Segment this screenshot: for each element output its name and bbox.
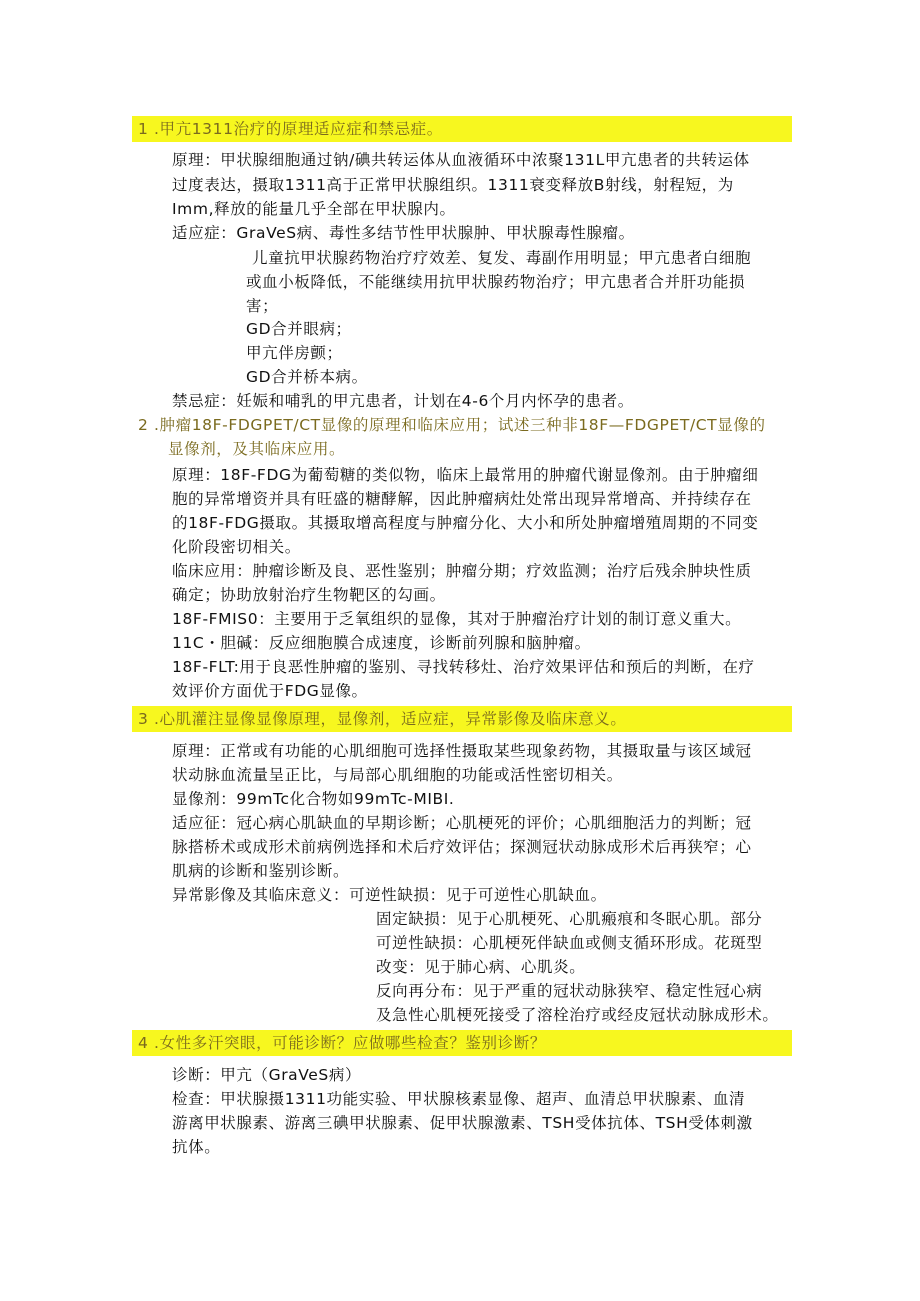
q4-line: 检查：甲状腺摄1311功能实验、甲状腺核素显像、超声、血清总甲状腺素、血清: [172, 1090, 746, 1108]
q4-line: 游离甲状腺素、游离三碘甲状腺素、促甲状腺激素、TSH受体抗体、TSH受体刺激: [172, 1114, 753, 1132]
q1-line: Imm,释放的能量几乎全部在甲状腺内。: [172, 200, 456, 218]
q1-line: 过度表达，摄取1311高于正常甲状腺组织。1311衰变释放B射线，射程短，为: [172, 176, 734, 194]
q1-line: 或血小板降低，不能继续用抗甲状腺药物治疗；甲亢患者合并肝功能损: [246, 273, 746, 291]
q2-title-line1: 2 .肿瘤18F-FDGPET/CT显像的原理和临床应用；试述三种非18F—FDGPET/CT显像的: [138, 416, 766, 434]
q1-line: 原理：甲状腺细胞通过钠/碘共转运体从血液循环中浓聚131L甲亢患者的共转运体: [172, 151, 750, 169]
q4-line: 抗体。: [172, 1138, 221, 1156]
q1-line: 适应症：GraVeS病、毒性多结节性甲状腺肿、甲状腺毒性腺瘤。: [172, 224, 635, 242]
q3-line: 及急性心肌梗死接受了溶栓治疗或经皮冠状动脉成形术。: [376, 1006, 779, 1024]
q4-line: 诊断：甲亢（GraVeS病）: [172, 1066, 362, 1084]
q2-line: 的18F-FDG摄取。其摄取增高程度与肿瘤分化、大小和所处肿瘤增殖周期的不同变: [172, 514, 759, 532]
q3-line: 显像剂：99mTc化合物如99mTc-MIBI.: [172, 790, 455, 808]
q2-line: 确定；协助放射治疗生物靶区的勾画。: [172, 586, 446, 604]
q2-line: 胞的异常增资并具有旺盛的糖酵解，因此肿瘤病灶处常出现异常增高、并持续存在: [172, 490, 752, 508]
q2-line: 11C・胆碱：反应细胞膜合成速度，诊断前列腺和脑肿瘤。: [172, 634, 591, 652]
q1-line: 害；: [246, 297, 279, 315]
q3-line: 原理：正常或有功能的心肌细胞可选择性摄取某些现象药物，其摄取量与该区域冠: [172, 742, 752, 760]
q3-line: 固定缺损：见于心肌梗死、心肌瘢痕和冬眠心肌。部分: [376, 910, 763, 928]
q1-line: 甲亢伴房颤；: [246, 344, 343, 362]
q1-line: 禁忌症：妊娠和哺乳的甲亢患者，计划在4-6个月内怀孕的患者。: [172, 392, 634, 410]
q3-title: 3 .心肌灌注显像显像原理，显像剂，适应症，异常影像及临床意义。: [138, 710, 627, 728]
q1-line: GD合并桥本病。: [246, 368, 368, 386]
q2-line: 临床应用：肿瘤诊断及良、恶性鉴别；肿瘤分期；疗效监测；治疗后残余肿块性质: [172, 562, 752, 580]
q3-line: 状动脉血流量呈正比，与局部心肌细胞的功能或活性密切相关。: [172, 766, 623, 784]
q3-line: 改变：见于肺心病、心肌炎。: [376, 958, 586, 976]
q3-line: 肌病的诊断和鉴别诊断。: [172, 862, 350, 880]
q1-line: 儿童抗甲状腺药物治疗疗效差、复发、毒副作用明显；甲亢患者白细胞: [252, 249, 752, 267]
q2-line: 18F-FMIS0：主要用于乏氧组织的显像，其对于肿瘤治疗计划的制订意义重大。: [172, 610, 742, 628]
q2-line: 原理：18F-FDG为葡萄糖的类似物，临床上最常用的肿瘤代谢显像剂。由于肿瘤细: [172, 466, 759, 484]
q3-line: 可逆性缺损：心肌梗死伴缺血或侧支循环形成。花斑型: [376, 934, 763, 952]
q1-title: 1 .甲亢1311治疗的原理适应症和禁忌症。: [138, 120, 443, 138]
q3-line: 适应征：冠心病心肌缺血的早期诊断；心肌梗死的评价；心肌细胞活力的判断；冠: [172, 814, 752, 832]
q2-line: 效评价方面优于FDG显像。: [172, 682, 368, 700]
q2-line: 化阶段密切相关。: [172, 538, 301, 556]
q4-title: 4 .女性多汗突眼，可能诊断？应做哪些检查？鉴别诊断？: [138, 1034, 546, 1052]
q3-line: 脉搭桥术或成形术前病例选择和术后疗效评估；探测冠状动脉成形术后再狭窄；心: [172, 838, 752, 856]
q2-line: 18F-FLT:用于良恶性肿瘤的鉴别、寻找转移灶、治疗效果评估和预后的判断，在疗: [172, 658, 755, 676]
q2-title-line2: 显像剂，及其临床应用。: [168, 440, 346, 458]
q3-line: 异常影像及其临床意义：可逆性缺损：见于可逆性心肌缺血。: [172, 886, 607, 904]
q1-line: GD合并眼病；: [246, 320, 352, 338]
q3-line: 反向再分布：见于严重的冠状动脉狭窄、稳定性冠心病: [376, 982, 763, 1000]
